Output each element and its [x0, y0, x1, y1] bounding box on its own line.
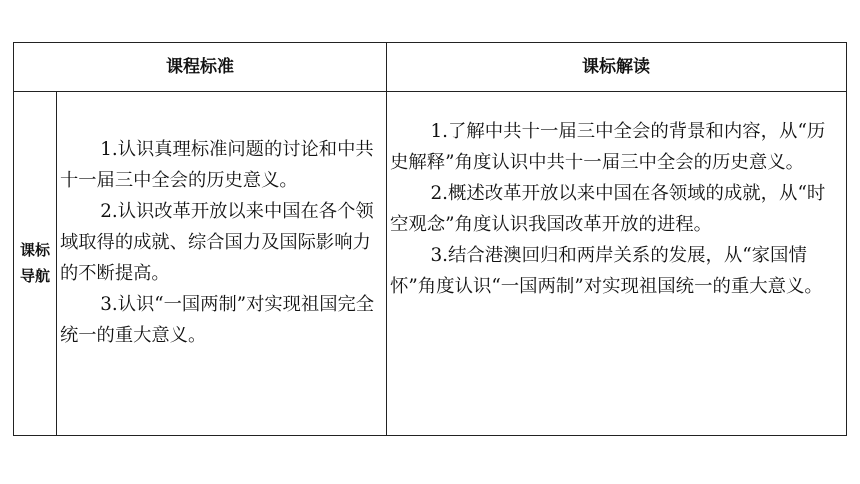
standards-cell: [56, 91, 386, 435]
sidebar-label-line2: 导航: [19, 267, 50, 285]
interpretation-item: 3.结合港澳回归和两岸关系的发展，从“家国情怀”角度认识“一国两制”对实现祖国统一的重大意义。: [390, 245, 823, 297]
sidebar-label-line1: 课标: [19, 241, 50, 259]
standard-item: 3.认识“一国两制”对实现祖国完全统一的重大意义。: [60, 294, 375, 346]
sidebar-label: [14, 91, 56, 435]
header-standard-interpretation: 课标解读: [582, 57, 650, 77]
interpretations-cell: [386, 91, 846, 435]
standard-item: 2.认识改革开放以来中国在各个领域取得的成就、综合国力及国际影响力的不断提高。: [60, 201, 374, 284]
standard-item: 1.认识真理标准问题的讨论和中共十一届三中全会的历史意义。: [60, 139, 374, 191]
interpretation-item: 2.概述改革开放以来中国在各领域的成就，从“时空观念”角度认识我国改革开放的进程。: [390, 183, 826, 235]
curriculum-table: [13, 42, 847, 436]
interpretation-item: 1.了解中共十一届三中全会的背景和内容，从“历史解释”角度认识中共十一届三中全会的历史意义。: [390, 121, 826, 173]
header-curriculum-standard: 课程标准: [166, 57, 234, 77]
